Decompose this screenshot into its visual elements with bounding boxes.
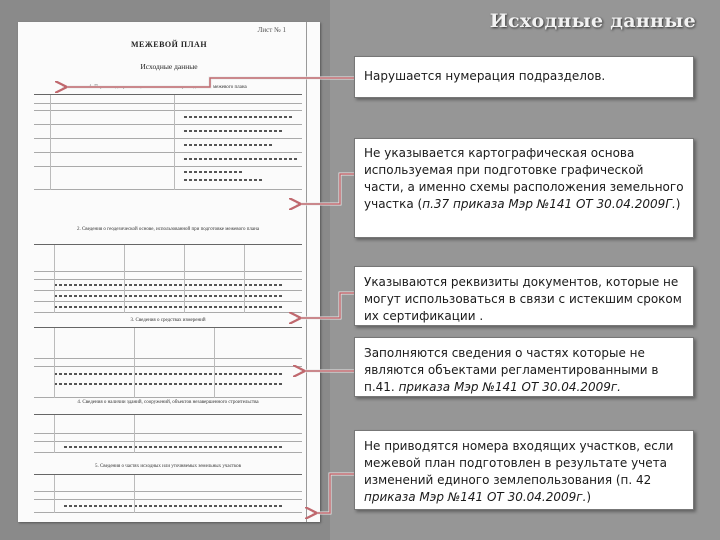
table-row — [34, 291, 302, 302]
document-scan — [18, 22, 320, 522]
page-margin-line — [306, 22, 307, 522]
callout-5-end: ) — [586, 490, 592, 504]
callout-certificates — [354, 266, 694, 326]
section-3-heading: 3. Сведения о средствах измерений — [130, 318, 206, 323]
instruments-table — [34, 327, 302, 398]
table-row — [34, 500, 302, 513]
slide-title: Исходные данные — [489, 10, 696, 32]
callout-5-reference: приказа Мэр №141 ОТ 30.04.2009г. — [364, 490, 587, 504]
table-row — [34, 153, 302, 167]
table-row — [34, 167, 302, 190]
table-row — [34, 475, 302, 492]
table-row — [34, 125, 302, 139]
table-row — [34, 139, 302, 153]
table-row — [34, 245, 302, 272]
parts-table — [34, 474, 302, 513]
callout-parts-info — [354, 337, 694, 397]
page-number: Лист № 1 — [257, 26, 286, 34]
callout-4-text: Заполняются сведения о частях которые не являются объектами регламентированными в п.41. — [364, 346, 659, 394]
table-row — [34, 104, 302, 111]
document-title: МЕЖЕВОЙ ПЛАН — [130, 40, 208, 49]
table-row — [34, 328, 302, 359]
table-row — [34, 492, 302, 500]
callout-2-text: Не указывается картографическая основа используемая при подготовке графической части, а именно схемы расположения земельного участка ( — [364, 146, 684, 211]
documents-table — [34, 94, 302, 190]
section-1-heading: 1. Перечень документов, использованных при подготовке межевого плана — [89, 85, 247, 90]
callout-5-text: Не приводятся номера входящих участков, если межевой план подготовлен в результате учета изменений единого землепользования (п. 42 — [364, 439, 674, 487]
buildings-table — [34, 414, 302, 453]
callout-1-text: Нарушается нумерация подразделов. — [364, 69, 606, 83]
callout-3-text: Указываются реквизиты документов, которые не могут использоваться в связи с истекшим сроком их сертификации . — [364, 275, 682, 323]
section-5-heading: 5. Сведения о частях исходных или уточняемых земельных участков — [94, 464, 242, 469]
table-row — [34, 367, 302, 398]
section-4-heading: 4. Сведения о наличии зданий, сооружений, объектов незавершенного строительства — [77, 400, 259, 405]
table-row — [34, 434, 302, 442]
section-2-heading: 2. Сведения о геодезической основе, использованной при подготовке межевого плана — [76, 227, 260, 232]
table-row — [34, 272, 302, 280]
table-row — [34, 359, 302, 367]
table-row — [34, 302, 302, 313]
table-row — [34, 442, 302, 453]
geodetic-table — [34, 244, 302, 313]
callout-2-end: ) — [675, 197, 681, 211]
callout-cartographic-basis — [354, 138, 694, 238]
callout-plot-numbers — [354, 430, 694, 510]
callout-2-reference: п.37 приказа Мэр №141 ОТ 30.04.2009Г. — [422, 197, 676, 211]
table-row — [34, 280, 302, 291]
table-row — [34, 95, 302, 104]
callout-numbering — [354, 56, 694, 98]
table-row — [34, 111, 302, 125]
document-subtitle: Исходные данные — [140, 62, 198, 71]
table-row — [34, 415, 302, 434]
callout-4-reference: приказа Мэр №141 ОТ 30.04.2009г. — [398, 380, 621, 394]
